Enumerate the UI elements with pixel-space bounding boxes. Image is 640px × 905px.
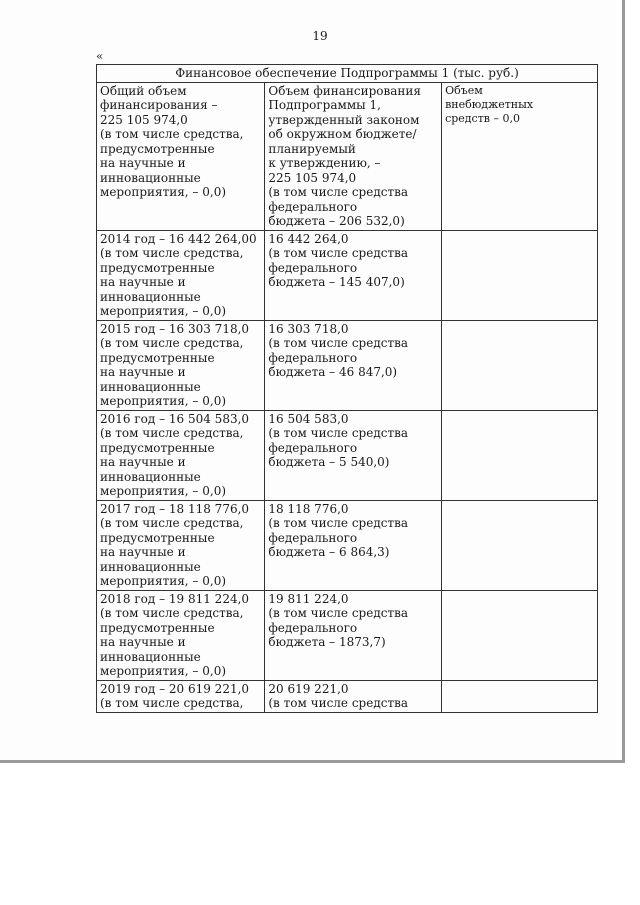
row-total-cell: 2015 год – 16 303 718,0 (в том числе средства, предусмотренные на научные и инновационные мероприятия, – 0,0) <box>97 320 265 410</box>
row-budget-cell: 16 303 718,0 (в том числе средства федерального бюджета – 46 847,0) <box>265 320 442 410</box>
row-total-cell: 2018 год – 19 811 224,0 (в том числе средства, предусмотренные на научные и инновационные мероприятия, – 0,0) <box>97 590 265 680</box>
row-total-cell: 2016 год – 16 504 583,0 (в том числе средства, предусмотренные на научные и инновационные мероприятия, – 0,0) <box>97 410 265 500</box>
table-row <box>97 230 598 320</box>
table-row <box>97 320 598 410</box>
row-budget-cell: 20 619 221,0 (в том числе средства <box>265 680 442 712</box>
row-budget-cell: 19 811 224,0 (в том числе средства федерального бюджета – 1873,7) <box>265 590 442 680</box>
row-extrabudgetary-cell <box>442 320 598 410</box>
table-row <box>97 410 598 500</box>
table-row <box>97 500 598 590</box>
header-subprogram-financing: Объем финансирования Подпрограммы 1, утвержденный законом об окружном бюджете/ планируемый к утверждению, – 225 105 974,0 (в том числе средства федерального бюджета – 206 532,0) <box>265 82 442 230</box>
header-extrabudgetary: Объем внебюджетных средств – 0,0 <box>442 82 598 230</box>
row-total-cell: 2014 год – 16 442 264,00 (в том числе средства, предусмотренные на научные и инновационные мероприятия, – 0,0) <box>97 230 265 320</box>
table-header-row <box>97 82 598 230</box>
row-extrabudgetary-cell <box>442 500 598 590</box>
table-caption: Финансовое обеспечение Подпрограммы 1 (тыс. руб.) <box>97 65 598 83</box>
header-total-financing: Общий объем финансирования – 225 105 974,0 (в том числе средства, предусмотренные на научные и инновационные мероприятия, – 0,0) <box>97 82 265 230</box>
table-row <box>97 680 598 712</box>
row-total-cell: 2017 год – 18 118 776,0 (в том числе средства, предусмотренные на научные и инновационные мероприятия, – 0,0) <box>97 500 265 590</box>
row-budget-cell: 18 118 776,0 (в том числе средства федерального бюджета – 6 864,3) <box>265 500 442 590</box>
row-budget-cell: 16 504 583,0 (в том числе средства федерального бюджета – 5 540,0) <box>265 410 442 500</box>
row-budget-cell: 16 442 264,0 (в том числе средства федерального бюджета – 145 407,0) <box>265 230 442 320</box>
row-total-cell: 2019 год – 20 619 221,0 (в том числе средства, <box>97 680 265 712</box>
table-row <box>97 590 598 680</box>
page-number: 19 <box>312 29 328 43</box>
row-extrabudgetary-cell <box>442 230 598 320</box>
row-extrabudgetary-cell <box>442 590 598 680</box>
row-extrabudgetary-cell <box>442 680 598 712</box>
table-caption-row <box>97 65 598 83</box>
opening-quote-mark: « <box>96 49 104 63</box>
financing-table <box>96 64 598 713</box>
row-extrabudgetary-cell <box>442 410 598 500</box>
